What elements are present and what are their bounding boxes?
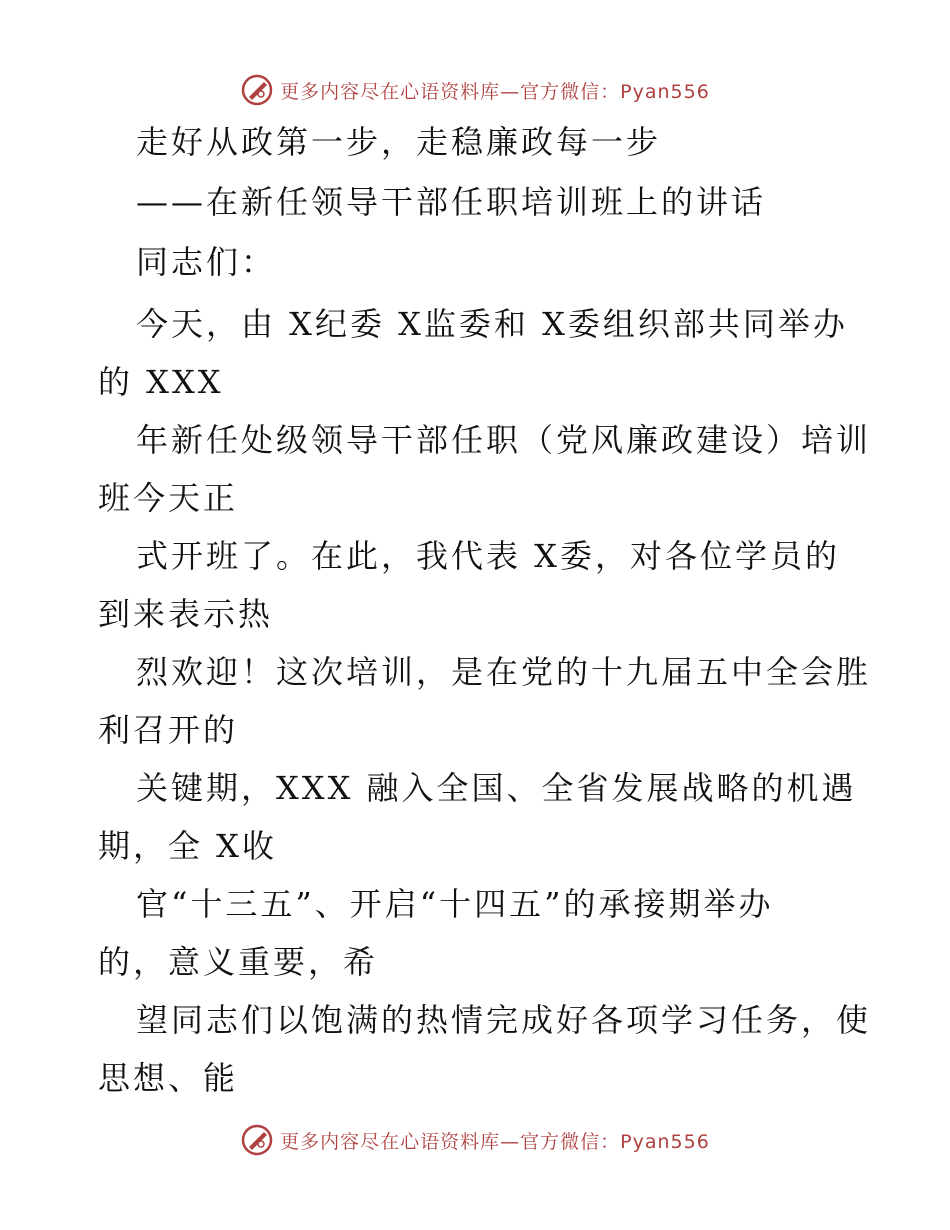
- paragraph-line: 利召开的: [98, 711, 239, 749]
- paragraph-line: 到来表示热: [98, 595, 274, 633]
- paragraph-line: 式开班了。在此，我代表 X委，对各位学员的: [136, 537, 840, 575]
- paragraph-line: 期，全 X收: [98, 827, 277, 865]
- document-title: 走好从政第一步，走稳廉政每一步: [136, 123, 662, 161]
- paragraph-line: 官“十三五”、开启“十四五”的承接期举办: [136, 885, 774, 923]
- header-watermark-banner: [0, 70, 950, 110]
- pen-logo-icon: [240, 73, 274, 107]
- salutation: 同志们：: [136, 243, 277, 281]
- document-subtitle: ——在新任领导干部任职培训班上的讲话: [136, 183, 767, 221]
- banner-text: 更多内容尽在心语资料库—官方微信：Pyan556: [280, 1130, 710, 1153]
- paragraph-line: 望同志们以饱满的热情完成好各项学习任务，使: [136, 1001, 872, 1039]
- banner-text: 更多内容尽在心语资料库—官方微信：Pyan556: [280, 80, 710, 103]
- paragraph-line: 关键期，XXX 融入全国、全省发展战略的机遇: [136, 769, 857, 807]
- paragraph-line: 的，意义重要，希: [98, 943, 379, 981]
- paragraph-line: 年新任处级领导干部任职（党风廉政建设）培训: [136, 421, 872, 459]
- paragraph-line: 班今天正: [98, 479, 239, 517]
- paragraph-line: 烈欢迎！这次培训，是在党的十九届五中全会胜: [136, 653, 872, 691]
- paragraph-line: 思想、能: [98, 1059, 239, 1097]
- pen-logo-icon: [240, 1123, 274, 1157]
- footer-watermark-banner: [0, 1120, 950, 1160]
- paragraph-line: 今天，由 X纪委 X监委和 X委组织部共同举办: [136, 305, 848, 343]
- paragraph-line: 的 XXX: [98, 363, 224, 401]
